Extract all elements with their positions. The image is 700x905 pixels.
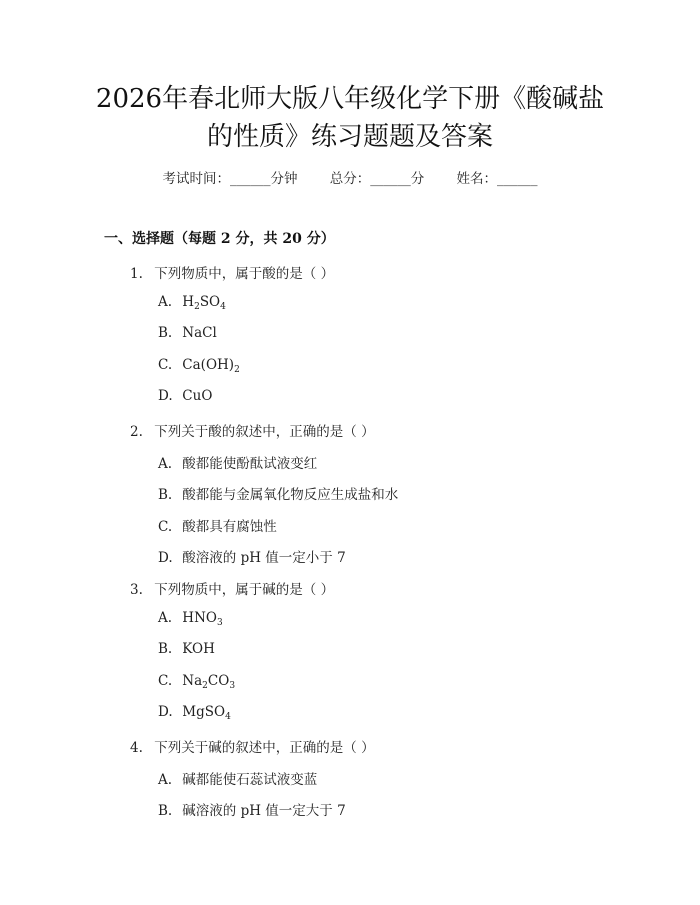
option-letter: B.	[158, 487, 173, 504]
option-2-c	[158, 515, 277, 535]
title-line-2: 的性质》练习题题及答案	[206, 122, 493, 152]
option-letter: A.	[158, 771, 173, 788]
formula-subscript: 2	[234, 364, 240, 375]
option-text-part: MgSO	[182, 704, 226, 721]
option-3-d	[158, 704, 231, 722]
option-letter: D.	[158, 550, 173, 567]
question-number: 4.	[130, 740, 143, 756]
formula-subscript: 2	[202, 680, 208, 691]
student-name-label: 姓名：	[456, 171, 498, 187]
question-1	[130, 262, 334, 282]
option-text	[182, 357, 240, 373]
option-3-a	[158, 610, 223, 628]
question-2	[130, 420, 375, 440]
option-3-c	[158, 673, 235, 691]
option-1-a	[158, 294, 226, 312]
option-text	[182, 519, 277, 535]
option-text-part: H	[182, 293, 195, 310]
option-text	[182, 803, 345, 819]
exam-time-blank: ______	[229, 171, 271, 187]
option-text	[182, 456, 317, 472]
option-text-part: 酸都能与金属氧化物反应生成盐和水	[182, 487, 399, 504]
question-text: 下列关于碱的叙述中，正确的是（ ）	[154, 740, 375, 756]
option-2-b	[158, 483, 398, 503]
option-text-part: 酸都具有腐蚀性	[182, 518, 277, 535]
question-text: 下列物质中，属于酸的是（ ）	[154, 266, 335, 282]
option-1-b	[158, 325, 217, 341]
option-4-a	[158, 768, 317, 788]
question-3	[130, 578, 334, 598]
question-4	[130, 736, 375, 756]
title-line-1: 2026年春北师大版八年级化学下册《酸碱盐	[95, 84, 605, 114]
option-3-b	[158, 641, 215, 657]
student-name	[457, 167, 538, 187]
question-number: 2.	[130, 424, 143, 440]
formula-subscript: 4	[220, 301, 226, 312]
exam-time	[162, 167, 297, 187]
option-text	[182, 487, 398, 503]
option-text	[182, 610, 222, 626]
option-text	[182, 550, 345, 566]
option-4-b	[158, 799, 346, 819]
question-text: 下列关于酸的叙述中，正确的是（ ）	[154, 424, 375, 440]
option-text-part: 碱都能使石蕊试液变蓝	[182, 771, 318, 788]
option-text	[182, 772, 317, 788]
question-number: 3.	[130, 582, 143, 598]
option-letter: C.	[158, 672, 173, 689]
option-letter: A.	[158, 609, 173, 626]
option-text-part: 碱溶液的 pH 值一定大于 7	[182, 803, 346, 820]
option-text-part: HNO	[182, 609, 217, 626]
option-letter: A.	[158, 455, 173, 472]
option-letter: C.	[158, 518, 173, 535]
option-text-part: CO	[207, 672, 230, 689]
option-text-part: KOH	[182, 641, 215, 658]
total-score-blank: ______	[370, 171, 411, 187]
option-text	[182, 704, 231, 723]
option-text-part: Na	[182, 672, 203, 689]
option-text	[182, 325, 217, 341]
exam-time-label: 考试时间：	[162, 171, 230, 187]
option-letter: C.	[158, 356, 173, 373]
question-number: 1.	[130, 266, 143, 282]
option-letter: B.	[158, 641, 173, 658]
formula-subscript: 3	[229, 680, 236, 691]
option-text-part: 酸都能使酚酞试液变红	[182, 455, 318, 472]
option-text	[182, 641, 215, 657]
total-score	[330, 167, 425, 187]
option-letter: D.	[158, 704, 173, 721]
option-letter: A.	[158, 293, 173, 310]
question-text: 下列物质中，属于碱的是（ ）	[154, 582, 335, 598]
option-text	[182, 673, 235, 689]
option-text	[182, 388, 212, 404]
option-text-part: NaCl	[182, 325, 217, 342]
student-name-blank: ______	[497, 171, 538, 187]
option-1-d	[158, 388, 212, 404]
option-letter: B.	[158, 803, 173, 820]
formula-subscript: 2	[194, 301, 200, 312]
option-2-d	[158, 546, 346, 566]
exam-info-row	[0, 167, 700, 187]
document-title	[60, 80, 640, 156]
formula-subscript: 4	[225, 712, 231, 723]
option-2-a	[158, 452, 317, 472]
option-text-part: SO	[199, 293, 221, 310]
section-title-multiple-choice: 一、选择题（每题 2 分，共 20 分）	[104, 231, 335, 247]
option-text-part: CuO	[182, 388, 213, 405]
total-score-label: 总分：	[329, 171, 371, 187]
formula-subscript: 3	[216, 617, 223, 628]
option-text	[182, 294, 226, 310]
option-1-c	[158, 357, 240, 375]
total-score-unit: 分	[410, 171, 425, 187]
option-text-part: 酸溶液的 pH 值一定小于 7	[182, 550, 346, 567]
option-letter: B.	[158, 325, 173, 342]
exam-time-unit: 分钟	[270, 171, 298, 187]
option-text-part: Ca(OH)	[182, 356, 235, 373]
option-letter: D.	[158, 388, 173, 405]
